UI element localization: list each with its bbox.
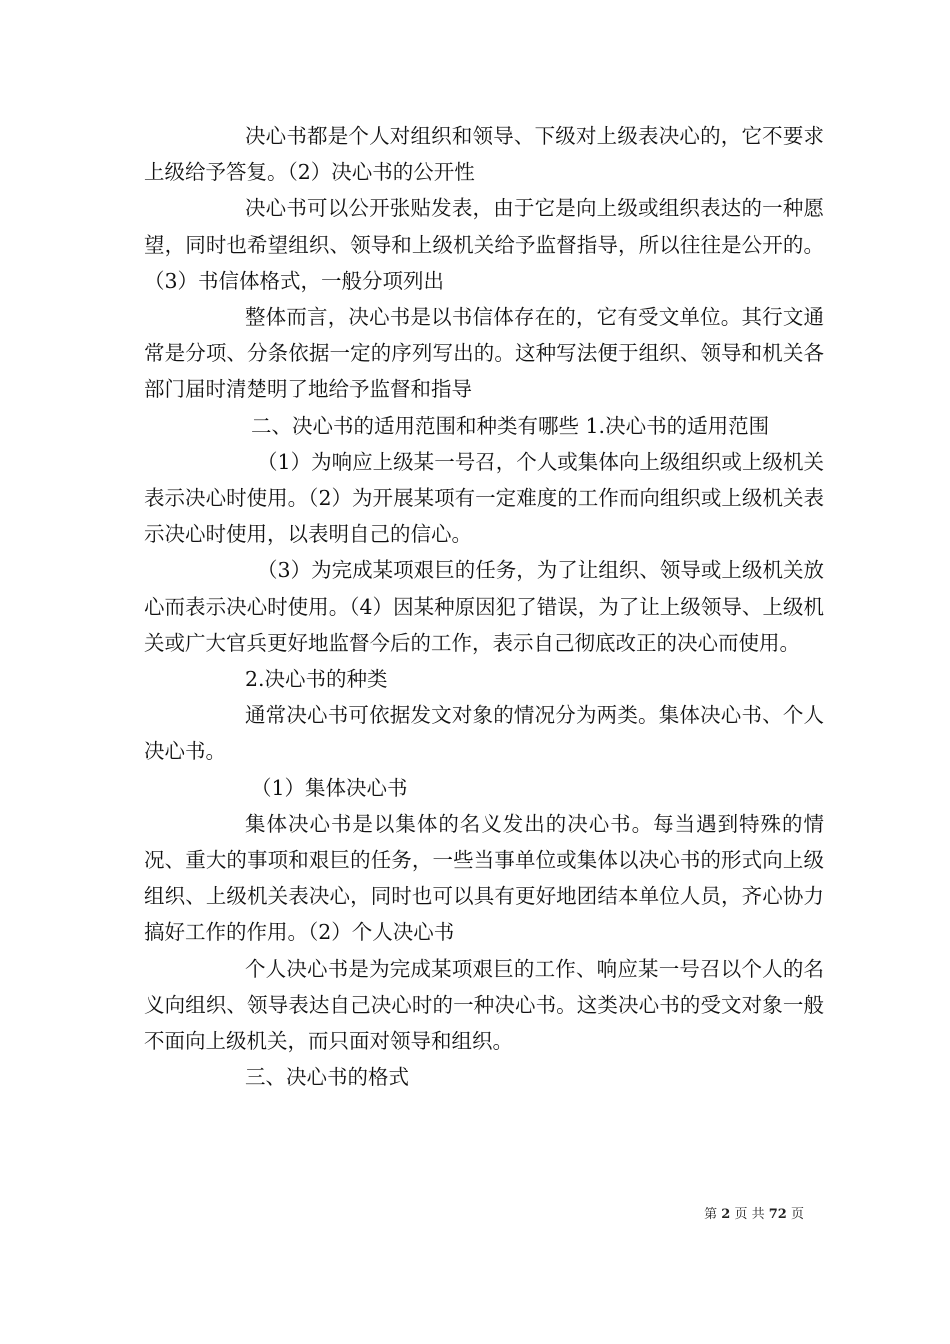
section-heading: 三、决心书的格式: [245, 1065, 409, 1090]
paragraph: 决心书可以公开张贴发表，由于它是向上级或组织表达的一种愿望，同时也希望组织、领导和上级机关给予监督指导，所以往往是公开的。（3）书信体格式，一般分项列出: [144, 196, 824, 293]
paragraph: 集体决心书是以集体的名义发出的决心书。每当遇到特殊的情况、重大的事项和艰巨的任务，一些当事单位或集体以决心书的形式向上级组织、上级机关表决心，同时也可以具有更好地团结本单位人员，齐心协力搞好工作的作用。（2）个人决心书: [144, 811, 824, 945]
current-page-number: 2: [721, 1207, 731, 1222]
paragraph: （3）为完成某项艰巨的任务，为了让组织、领导或上级机关放心而表示决心时使用。（4）因某种原因犯了错误，为了让上级领导、上级机关或广大官兵更好地监督今后的工作，表示自己彻底改正的决心而使用。: [144, 558, 824, 655]
page-number-footer: [704, 1203, 804, 1222]
subsection-heading: 2.决心书的种类: [245, 667, 388, 692]
paragraph: 个人决心书是为完成某项艰巨的工作、响应某一号召以个人的名义向组织、领导表达自己决心时的一种决心书。这类决心书的受文对象一般不面向上级机关，而只面对领导和组织。: [144, 956, 824, 1054]
document-body: [144, 118, 824, 1095]
footer-middle: 页 共: [734, 1207, 765, 1222]
paragraph: 通常决心书可依据发文对象的情况分为两类。集体决心书、个人决心书。: [144, 703, 824, 764]
total-page-number: 72: [768, 1207, 787, 1222]
paragraph: 决心书都是个人对组织和领导、下级对上级表决心的，它不要求上级给予答复。（2）决心书的公开性: [144, 124, 824, 185]
section-heading: 二、决心书的适用范围和种类有哪些 1.决心书的适用范围: [251, 413, 770, 438]
paragraph: 整体而言，决心书是以书信体存在的，它有受文单位。其行文通常是分项、分条依据一定的序列写出的。这种写法便于组织、领导和机关各部门届时清楚明了地给予监督和指导: [144, 305, 824, 402]
footer-prefix: 第: [704, 1207, 718, 1222]
footer-suffix: 页: [790, 1207, 804, 1222]
subsection-heading: （1）集体决心书: [251, 775, 408, 800]
paragraph: （1）为响应上级某一号召，个人或集体向上级组织或上级机关表示决心时使用。（2）为开展某项有一定难度的工作而向组织或上级机关表示决心时使用，以表明自己的信心。: [144, 449, 824, 547]
